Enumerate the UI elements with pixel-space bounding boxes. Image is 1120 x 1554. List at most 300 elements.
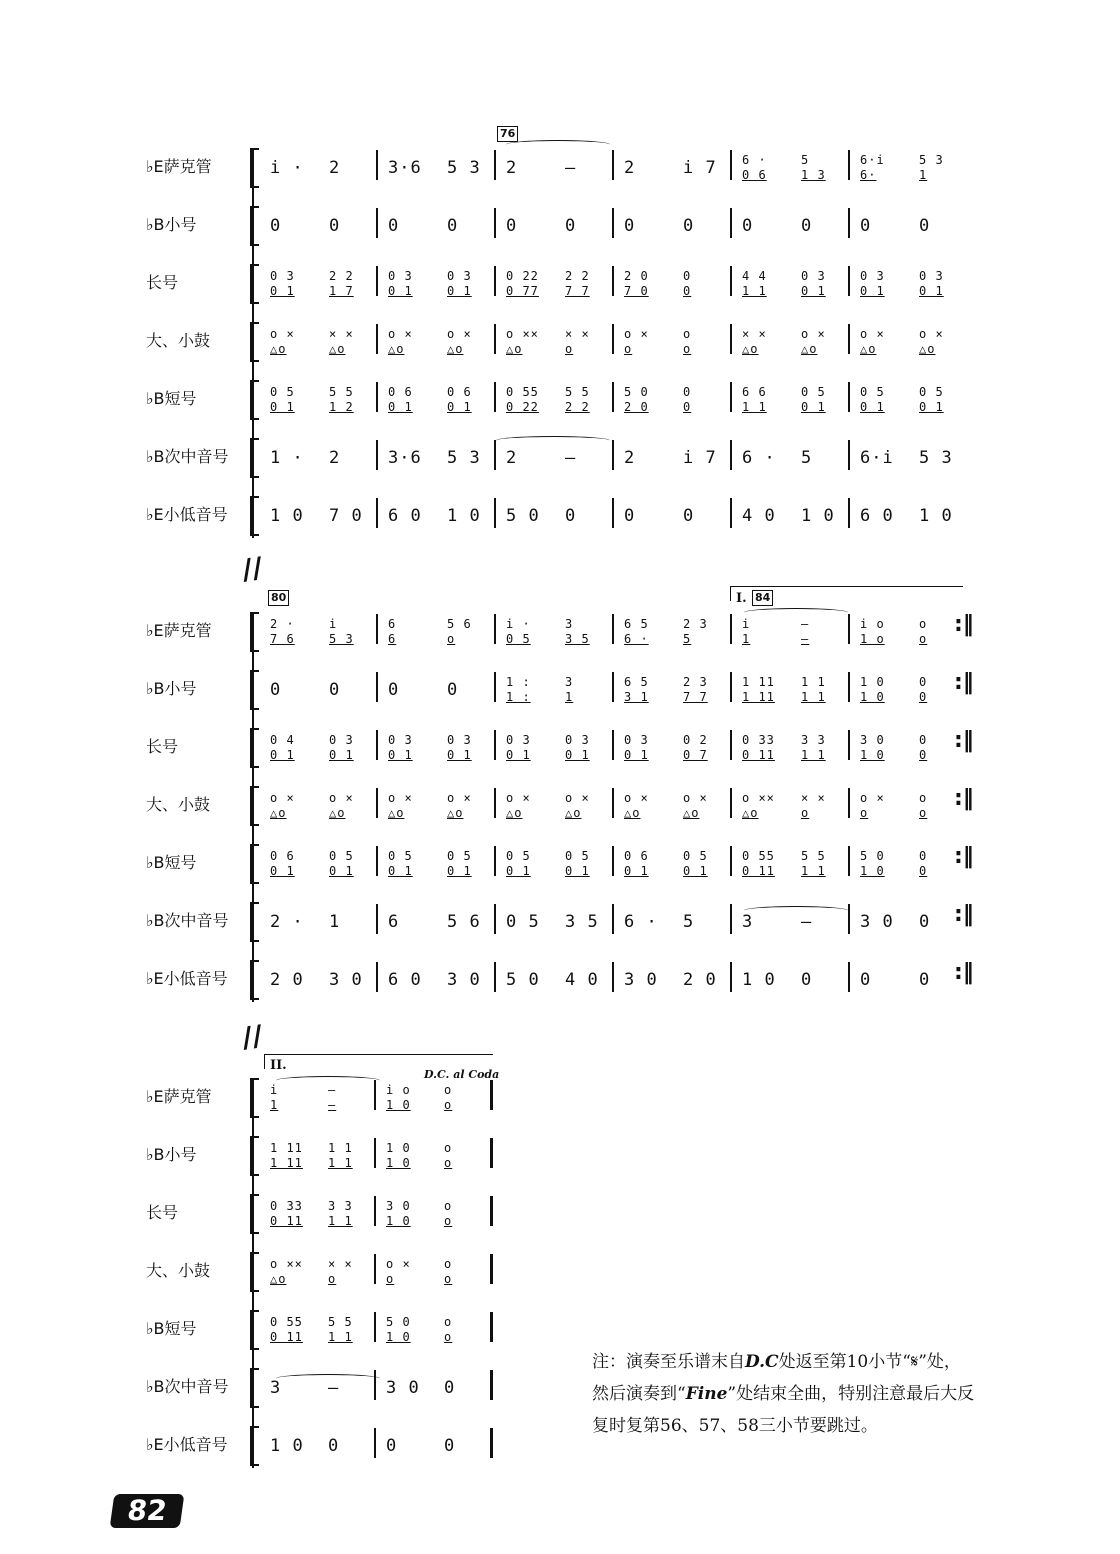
bar-line [374, 1196, 376, 1226]
first-ending-label: I. [736, 591, 747, 606]
notation-line: 6 6 [742, 385, 767, 399]
beat-notation [329, 380, 382, 420]
beat-notation [270, 1194, 322, 1234]
beat-notation [329, 264, 382, 304]
staff-bracket [250, 670, 259, 710]
notation-line: 1 [565, 690, 574, 704]
notation-line: 2 [624, 448, 636, 468]
notation-line: 0 [388, 680, 400, 700]
repeat-sign: :‖ [954, 844, 974, 869]
beat-notation [329, 786, 382, 826]
notation-line: 0 1 [506, 864, 531, 878]
notation-line: o × [860, 327, 885, 341]
bar-line [494, 266, 496, 296]
notation-line: 5 3 [447, 158, 481, 178]
notation-line: 1 0 [742, 970, 776, 990]
beat-notation [919, 496, 972, 536]
notation-line: 0 [919, 733, 928, 747]
bar-line [612, 962, 614, 992]
notation-line: – [801, 912, 813, 932]
notation-line: 7 0 [624, 284, 649, 298]
notation-line: 0 [919, 690, 928, 704]
beat-notation [565, 612, 618, 652]
beat-notation [329, 438, 382, 478]
notation-line: o [444, 1214, 453, 1228]
notation-line: △o [801, 342, 818, 356]
notation-line: 1 0 [860, 690, 885, 704]
notation-line: 0 3 [388, 733, 413, 747]
notation-line: 0 1 [565, 748, 590, 762]
bar-line [490, 1138, 493, 1168]
staff-row [0, 372, 1000, 430]
instrument-label: 长号 [146, 1203, 179, 1222]
instrument-label: 大、小鼓 [146, 331, 211, 350]
repeat-sign: :‖ [954, 670, 974, 695]
notation-line: 1 : [506, 690, 531, 704]
bar-line [494, 150, 496, 180]
notation-line: o [444, 1199, 453, 1213]
bar-line [376, 962, 378, 992]
bar-line [612, 324, 614, 354]
notation-line: 6 0 [860, 506, 894, 526]
notation-line: 1 1 [328, 1156, 353, 1170]
beat-notation [328, 1194, 380, 1234]
notation-line: 0 1 [270, 864, 295, 878]
notation-line: 0 33 [742, 733, 775, 747]
beat-notation [444, 1310, 496, 1350]
notation-line: 6·i [860, 153, 885, 167]
notation-line: 0 3 [624, 733, 649, 747]
notation-line: 5 5 [565, 385, 590, 399]
notation-line: 1 1 [801, 690, 826, 704]
notation-line: 6 · [742, 153, 767, 167]
notation-line: o [386, 1272, 395, 1286]
beat-notation [801, 612, 854, 652]
beat-notation [270, 264, 323, 304]
notation-line: 0 55 [270, 1315, 303, 1329]
page-number: 82 [110, 1494, 185, 1528]
bar-line [490, 1370, 493, 1400]
beat-notation [801, 670, 854, 710]
notation-line: 0 1 [801, 284, 826, 298]
beat-notation [329, 496, 382, 536]
notation-line: 2 0 [624, 400, 649, 414]
notation-line: o × [801, 327, 826, 341]
notation-line: 1 11 [270, 1156, 303, 1170]
notation-line: 0 1 [624, 748, 649, 762]
notation-line: 5 0 [506, 970, 540, 990]
notation-line: 1 [919, 168, 928, 182]
beat-notation [624, 264, 677, 304]
notation-line: o [444, 1315, 453, 1329]
bar-line [376, 150, 378, 180]
notation-line: 0 [444, 1436, 456, 1456]
notation-line: △o [506, 806, 523, 820]
beat-notation [565, 380, 618, 420]
notation-line: 6 · [624, 632, 649, 646]
notation-line: 3·6 [388, 158, 422, 178]
beat-notation [270, 380, 323, 420]
staff-bracket [250, 960, 259, 1000]
notation-line: × × [329, 327, 354, 341]
beat-notation [506, 496, 559, 536]
notation-line: 0 3 [388, 269, 413, 283]
bar-line [490, 1196, 493, 1226]
bar-line [612, 498, 614, 528]
notation-line: 5 3 [919, 153, 944, 167]
notation-line: 5 5 [328, 1315, 353, 1329]
beat-notation [447, 148, 500, 188]
notation-line: i · [270, 158, 304, 178]
notation-line: i [329, 617, 338, 631]
beat-notation [565, 786, 618, 826]
bar-line [730, 440, 732, 470]
beat-notation [388, 844, 441, 884]
slur [276, 1374, 380, 1383]
notation-line: 6 [388, 617, 397, 631]
beat-notation [444, 1252, 496, 1292]
beat-notation [860, 612, 913, 652]
staff-bracket [250, 380, 259, 420]
instrument-label: ♭B次中音号 [146, 911, 229, 930]
notation-line: 0 [565, 506, 577, 526]
notation-line: △o [624, 806, 641, 820]
notation-line: 3 0 [447, 970, 481, 990]
notation-line: 0 5 [506, 912, 540, 932]
notation-line: 0 [565, 216, 577, 236]
bar-line [730, 498, 732, 528]
notation-line: 6 [388, 632, 397, 646]
notation-line: 5 [683, 632, 692, 646]
notation-line: o × [447, 791, 472, 805]
notation-line: 5 3 [919, 448, 953, 468]
notation-line: 0 1 [329, 864, 354, 878]
notation-line: 0 3 [919, 269, 944, 283]
notation-line: 1 0 [860, 864, 885, 878]
notation-line: 0 6 [270, 849, 295, 863]
notation-line: 0 [506, 216, 518, 236]
beat-notation [447, 438, 500, 478]
notation-line: 0 5 [919, 385, 944, 399]
notation-line: 0 1 [801, 400, 826, 414]
notation-line: o [919, 791, 928, 805]
notation-line: 0 1 [447, 864, 472, 878]
notation-line: 0 [919, 849, 928, 863]
note-text-3: ”处结束全曲，特别注意最后大反复时复第56、57、58三小节要跳过。 [592, 1384, 975, 1436]
notation-line: 0 5 [801, 385, 826, 399]
notation-line: 0 1 [388, 748, 413, 762]
notation-line: 0 [683, 400, 692, 414]
beat-notation [565, 960, 618, 1000]
bar-line [612, 904, 614, 934]
notation-line: i [742, 617, 751, 631]
notation-line: o [444, 1098, 453, 1112]
note-fine: Fine [685, 1384, 728, 1404]
notation-line: 0 77 [506, 284, 539, 298]
staff-bracket [250, 844, 259, 884]
beat-notation [270, 728, 323, 768]
segment-break-mark: // [239, 1018, 265, 1055]
notation-line: 1 0 [386, 1156, 411, 1170]
staff-bracket [250, 1194, 259, 1234]
notation-line: 0 1 [506, 748, 531, 762]
staff-bracket [250, 902, 259, 942]
notation-line: 0 11 [270, 1214, 303, 1228]
beat-notation [624, 612, 677, 652]
notation-line: o × [565, 791, 590, 805]
beat-notation [801, 960, 854, 1000]
beat-notation [444, 1136, 496, 1176]
notation-line: 0 5 [565, 849, 590, 863]
beat-notation [860, 380, 913, 420]
beat-notation [683, 786, 736, 826]
beat-notation [386, 1252, 438, 1292]
notation-line: o [447, 632, 456, 646]
notation-line: 0 [919, 970, 931, 990]
notation-line: o [444, 1141, 453, 1155]
beat-notation [270, 844, 323, 884]
beat-notation [919, 380, 972, 420]
staff-row [0, 1128, 1000, 1186]
repeat-sign: :‖ [954, 728, 974, 753]
bar-line [494, 730, 496, 760]
beat-notation [624, 148, 677, 188]
staff-row [0, 894, 1000, 952]
notation-line: 2 [624, 158, 636, 178]
beat-notation [683, 206, 736, 246]
notation-line: 0 5 [329, 849, 354, 863]
beat-notation [447, 380, 500, 420]
notation-line: 0 [683, 269, 692, 283]
beat-notation [860, 728, 913, 768]
beat-notation [329, 902, 382, 942]
beat-notation [388, 380, 441, 420]
notation-line: 0 1 [447, 748, 472, 762]
beat-notation [860, 670, 913, 710]
beat-notation [388, 206, 441, 246]
rehearsal-mark-80: 80 [268, 590, 289, 606]
notation-line: 0 3 [270, 269, 295, 283]
beat-notation [388, 902, 441, 942]
notation-line: 0 3 [447, 269, 472, 283]
beat-notation [270, 960, 323, 1000]
notation-line: △o [860, 342, 877, 356]
notation-line: – [565, 158, 577, 178]
bar-line [848, 266, 850, 296]
beat-notation [506, 380, 559, 420]
beat-notation [386, 1310, 438, 1350]
beat-notation [447, 844, 500, 884]
repeat-sign: :‖ [954, 612, 974, 637]
bar-line [848, 498, 850, 528]
beat-notation [506, 786, 559, 826]
notation-line: 0 3 [565, 733, 590, 747]
bar-line [494, 962, 496, 992]
beat-notation [624, 786, 677, 826]
beat-notation [565, 264, 618, 304]
notation-line: o [919, 617, 928, 631]
notation-line: 0 5 [506, 849, 531, 863]
notation-line: 1 : [506, 675, 531, 689]
staff-row [0, 662, 1000, 720]
bar-line [490, 1312, 493, 1342]
beat-notation [801, 844, 854, 884]
notation-line: 0 [683, 284, 692, 298]
beat-notation [388, 322, 441, 362]
note-text-1: 演奏至乐谱末自 [626, 1352, 745, 1372]
beat-notation [270, 496, 323, 536]
slur [506, 140, 610, 149]
notation-line: 0 [624, 216, 636, 236]
instrument-label: ♭B短号 [146, 1319, 197, 1338]
notation-line: i o [386, 1083, 411, 1097]
beat-notation [270, 148, 323, 188]
bar-line [494, 614, 496, 644]
notation-line: 0 6 [388, 385, 413, 399]
beat-notation [742, 960, 795, 1000]
dc-al-coda-label: D.C. al Coda [424, 1068, 500, 1081]
beat-notation [919, 148, 972, 188]
instrument-label: ♭B小号 [146, 215, 197, 234]
notation-line: 0 6 [624, 849, 649, 863]
bar-line [730, 382, 732, 412]
notation-line: 5 6 [447, 617, 472, 631]
notation-line: o × [624, 791, 649, 805]
notation-line: 1 0 [386, 1330, 411, 1344]
beat-notation [388, 148, 441, 188]
bar-line [376, 382, 378, 412]
bar-line [494, 846, 496, 876]
notation-line: 0 3 [329, 733, 354, 747]
beat-notation [683, 844, 736, 884]
beat-notation [444, 1368, 496, 1408]
bar-line [848, 440, 850, 470]
bar-line [848, 382, 850, 412]
staff-bracket [250, 1368, 259, 1408]
bar-line [848, 730, 850, 760]
beat-notation [329, 612, 382, 652]
notation-line: 0 5 [447, 849, 472, 863]
bar-line [612, 672, 614, 702]
beat-notation [506, 322, 559, 362]
bar-line [612, 266, 614, 296]
beat-notation [860, 148, 913, 188]
bar-line [376, 730, 378, 760]
notation-line: 3 [565, 617, 574, 631]
beat-notation [388, 438, 441, 478]
beat-notation [919, 264, 972, 304]
beat-notation [388, 264, 441, 304]
beat-notation [860, 844, 913, 884]
staff-row [0, 1186, 1000, 1244]
notation-line: o [328, 1272, 337, 1286]
bar-line [730, 208, 732, 238]
notation-line: o × [624, 327, 649, 341]
notation-line: o [444, 1156, 453, 1170]
notation-line: 0 55 [506, 385, 539, 399]
notation-line: o × [860, 791, 885, 805]
beat-notation [683, 902, 736, 942]
beat-notation [270, 786, 323, 826]
notation-line: 0 3 [801, 269, 826, 283]
notation-line: 7 6 [270, 632, 295, 646]
notation-line: 1 1 [801, 748, 826, 762]
notation-line: △o [270, 806, 287, 820]
notation-line: 0 5 [860, 385, 885, 399]
notation-line: × × [328, 1257, 353, 1271]
notation-line: 0 [801, 970, 813, 990]
instrument-label: ♭B次中音号 [146, 1377, 229, 1396]
beat-notation [447, 960, 500, 1000]
beat-notation [506, 960, 559, 1000]
notation-line: 0 1 [388, 284, 413, 298]
notation-line: 1 [329, 912, 341, 932]
notation-line: 0 [329, 680, 341, 700]
notation-line: 2 0 [624, 269, 649, 283]
beat-notation [270, 1310, 322, 1350]
beat-notation [624, 728, 677, 768]
notation-line: 0 [683, 216, 695, 236]
notation-line: 0 1 [388, 400, 413, 414]
notation-line: × × [565, 327, 590, 341]
notation-line: 0 22 [506, 400, 539, 414]
beat-notation [388, 612, 441, 652]
notation-line: 0 [447, 680, 459, 700]
beat-notation [624, 380, 677, 420]
notation-line: 7 7 [565, 284, 590, 298]
notation-line: 4 0 [742, 506, 776, 526]
notation-line: – [801, 617, 810, 631]
notation-line: o [565, 342, 574, 356]
beat-notation [270, 322, 323, 362]
beat-notation [683, 728, 736, 768]
notation-line: 2 3 [683, 617, 708, 631]
beat-notation [329, 844, 382, 884]
notation-line: 0 5 [506, 632, 531, 646]
beat-notation [447, 206, 500, 246]
notation-line: o × [447, 327, 472, 341]
notation-line: o [683, 327, 692, 341]
notation-line: 3·6 [388, 448, 422, 468]
notation-line: 0 [919, 912, 931, 932]
bar-line [376, 498, 378, 528]
instrument-label: ♭E萨克管 [146, 157, 212, 176]
beat-notation [329, 670, 382, 710]
beat-notation [328, 1136, 380, 1176]
bar-line [376, 904, 378, 934]
notation-line: 3 0 [386, 1378, 420, 1398]
notation-line: 3 5 [565, 632, 590, 646]
notation-line: 0 [683, 506, 695, 526]
notation-line: i · [506, 617, 531, 631]
notation-line: o × [386, 1257, 411, 1271]
beat-notation [270, 670, 323, 710]
beat-notation [565, 670, 618, 710]
notation-line: 2 2 [565, 400, 590, 414]
beat-notation [329, 960, 382, 1000]
notation-line: 0 1 [860, 284, 885, 298]
beat-notation [624, 670, 677, 710]
beat-notation [329, 728, 382, 768]
notation-line: 6 5 [624, 617, 649, 631]
notation-line: 1 1 [742, 400, 767, 414]
beat-notation [801, 728, 854, 768]
beat-notation [444, 1426, 496, 1466]
beat-notation [506, 206, 559, 246]
notation-line: 3 [270, 1378, 282, 1398]
notation-line: 3 0 [624, 970, 658, 990]
staff-bracket [250, 1310, 259, 1350]
